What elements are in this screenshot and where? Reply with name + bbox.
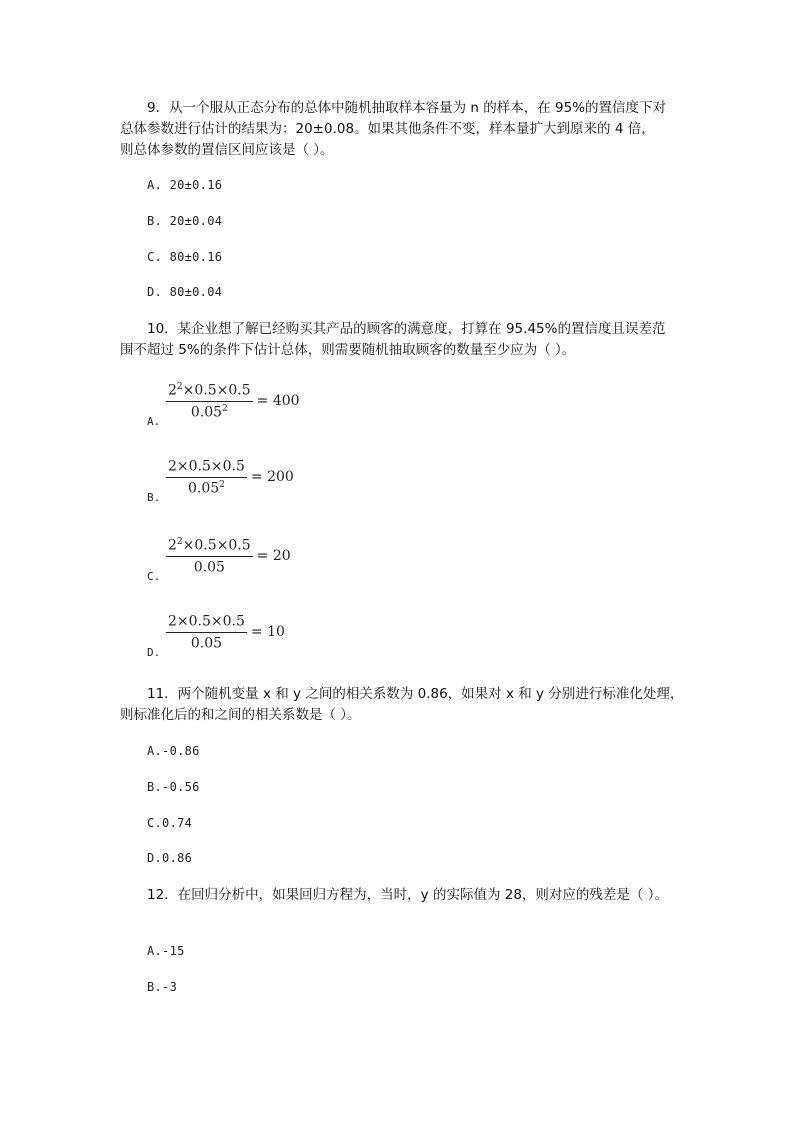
q11-text-line1: 11．两个随机变量 x 和 y 之间的相关系数为 0.86，如果对 x 和 y 分别进行标准化处理， xyxy=(147,686,684,702)
q10-text-line2: 围不超过 5%的条件下估计总体，则需要随机抽取顾客的数量至少应为（ ）。 xyxy=(120,342,576,358)
q10-option-c xyxy=(147,537,447,597)
q11-text-line2: 则标准化后的和之间的相关系数是（ ）。 xyxy=(120,707,361,723)
q9-text-line3: 则总体参数的置信区间应该是（ ）。 xyxy=(120,142,334,158)
q9-option-d: D. 80±0.04 xyxy=(147,285,223,299)
q10-option-b xyxy=(147,458,447,518)
option-letter: A. xyxy=(147,415,161,428)
q11-option-d: D.0.86 xyxy=(147,851,193,865)
fraction-formula: $\frac{2\times 0.5\times 0.5}{0.05^2}$ = 200 xyxy=(168,458,294,497)
q10-option-d xyxy=(147,613,447,673)
q12-text-line1: 12．在回归分析中，如果回归方程为，当时，y 的实际值为 28，则对应的残差是（ ）。 xyxy=(147,887,668,903)
option-letter: B. xyxy=(147,491,161,504)
q9-option-a: A. 20±0.16 xyxy=(147,178,223,192)
q12-option-b: B.-3 xyxy=(147,980,178,994)
option-letter: C. xyxy=(147,570,161,583)
q10-option-a xyxy=(147,382,447,442)
q10-text-line1: 10．某企业想了解已经购买其产品的顾客的满意度，打算在 95.45%的置信度且误差范 xyxy=(147,321,666,337)
q11-option-c: C.0.74 xyxy=(147,816,193,830)
q9-option-b: B. 20±0.04 xyxy=(147,214,223,228)
q11-option-a: A.-0.86 xyxy=(147,744,200,758)
fraction-formula: $\frac{2^2\times 0.5\times 0.5}{0.05^2}$ = 400 xyxy=(168,382,300,421)
q9-option-c: C. 80±0.16 xyxy=(147,250,223,264)
q12-option-a: A.-15 xyxy=(147,944,185,958)
fraction-formula: $\frac{2^2\times 0.5\times 0.5}{0.05}$ = 20 xyxy=(168,537,291,576)
q9-text-line2: 总体参数进行估计的结果为：20±0.08。如果其他条件不变，样本量扩大到原来的 4 倍， xyxy=(120,121,655,137)
q11-option-b: B.-0.56 xyxy=(147,780,200,794)
q9-text-line1: 9．从一个服从正态分布的总体中随机抽取样本容量为 n 的样本，在 95%的置信度下对 xyxy=(147,100,667,116)
option-letter: D. xyxy=(147,646,161,659)
fraction-formula: $\frac{2\times 0.5\times 0.5}{0.05}$ = 10 xyxy=(168,613,285,652)
